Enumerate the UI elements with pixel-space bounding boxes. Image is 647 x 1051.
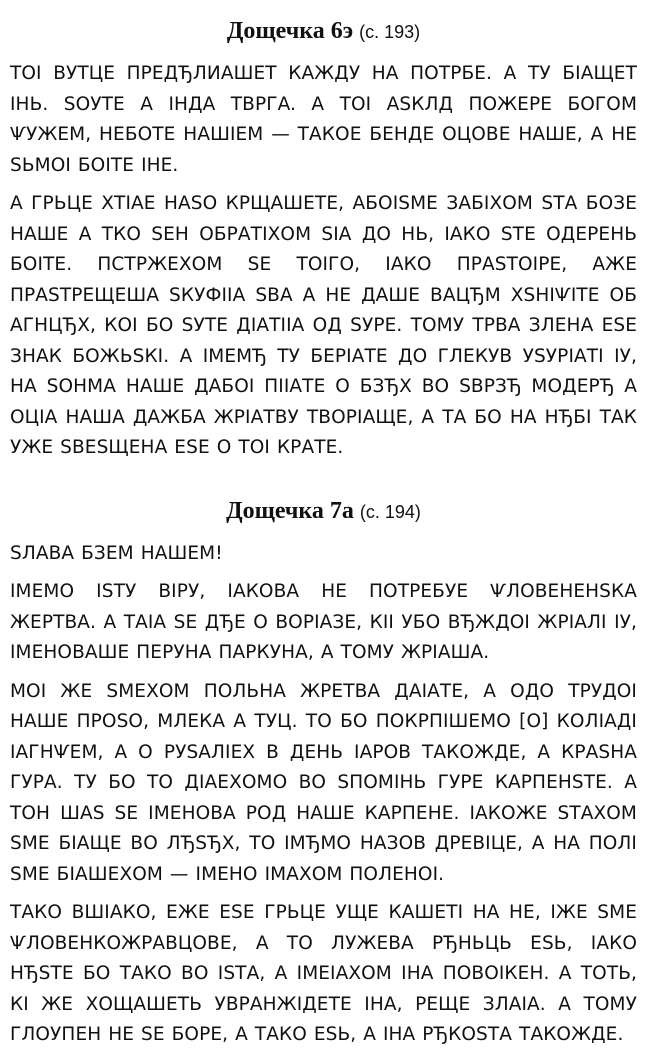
- section-tablet-7a: [10, 494, 637, 1051]
- page-reference: (с. 193): [359, 22, 421, 42]
- section-heading: [10, 494, 637, 529]
- paragraph: А ГРЬЦЕ ХТIАЕ НАЅО КРЩАШЕТЕ, АБОІЅМЕ ЗАБІХОМ ЅТА БОЗЕ НАШЕ А ТКО ЅЕН ОБРАТІХОМ ЅIА ДО НЬ, IАКО ЅТЕ ОДЕРЕНЬ БОІТЕ. ПСТРЖЕХОМ ЅЕ ТОІГО, IАКО ПРАЅТОІРЕ, АЖЕ ПРАЅТРЕЩЕША ЅКУФІIА ЅВА А НЕ ДАШЕ ВАЦЂМ ХЅНІѰІТЕ ОБ АГНЦЂХ, КОІ БО ЅУТЕ ДIАТIIА ОД ЅУРЕ. ТОМУ ТРВА ЗЛЕНА ЕЅЕ ЗНАК БОЖЬЅКІ. А ІМЕМЂ ТУ БЕРIАТЕ ДО ГЛЕКУВ УЅУРІАТІ IУ, НА ЅОНМА НАШЕ ДАБОІ ПІIАТЕ О БЗЂХ ВО ЅВРЗЂ МОДЕРЂ А ОЦIА НАША ДАЖБА ЖРIАТВУ ТВОРIАЩЕ, А ТА БО НА НЂБІ ТАК УЖЕ ЅВЕЅЩЕНА ЕЅЕ О ТОІ КРАТЕ.: [10, 193, 637, 458]
- section-title: Дощечка 6э: [226, 18, 354, 44]
- paragraph: ІМЕМО ІЅТУ ВІРУ, IАКОВА НЕ ПОТРЕБУЕ ѰЛОВЕНЕНЅКА ЖЕРТВА. А ТАIА ЅЕ ДЂЕ О ВОРIАЗЕ, КІІ УБО ВЂЖДОІ ЖРIАЛІ IУ, ІМЕНОВАШЕ ПЕРУНА ПАРКУНА, А ТОМУ ЖРIАША.: [10, 581, 637, 663]
- section-heading: [10, 14, 637, 49]
- paragraph: МОІ ЖЕ ЅМЕХОМ ПОЛЬНА ЖРЕТВА ДАIАТЕ, А ОДО ТРУДОІ НАШЕ ПРОЅО, МЛЕКА А ТУЦ. ТО БО ПОКРПІШЕМО [О] КОЛIАДI IАГНѰЕМ, А О РУЅАЛIЕХ В ДЕНЬ IАРОВ ТАКОЖДЕ, А КРАЅНА ГУРА. ТУ БО ТО ДIАЕХОМО ВО ЅПОМІНЬ ГУРЕ КАРПЕНЅТЕ. А ТОН ШАЅ ЅЕ ІМЕНОВА РОД НАШЕ КАРПЕНЕ. IАКОЖЕ ЅТАХОМ ЅМЕ БIАЩЕ ВО ЛЂЅЂХ, ТО ІМЂМО НАЗОВ ДРЕВІЦЕ, А НА ПОЛІ ЅМЕ БIАШЕХОМ — ІМЕНО ІМАХОМ ПОЛЕНОІ.: [10, 680, 637, 885]
- paragraph: ЅЛАВА БЗЕМ НАШЕМ!: [10, 542, 223, 564]
- paragraph: ТАКО ВШIАКО, ЕЖЕ ЕЅЕ ГРЬЦЕ УЩЕ КАШЕТІ НА НЕ, IЖЕ ЅМЕ ѰЛОВЕНКОЖРАВЦОВЕ, А ТО ЛУЖЕВА РЂНЬЦЬ ЕЅЬ, IАКО НЂЅТЕ БО ТАКО ВО ІЅТА, А ІМЕIАХОМ ІНА ПОВОIКЕН. А ТОТЬ, КІ ЖЕ ХОЩАШЕТЬ УВРАНЖІДЕТЕ ІНА, РЕЩЕ ЗЛАIА. А ТОМУ ГЛОУПЕН НЕ ЅЕ БОРЕ, А ТАКО ЕЅЬ, А ІНА РЂКОЅТА ТАКОЖДЕ.: [10, 902, 637, 1045]
- paragraph: ТОІ ВУТЦЕ ПРЕДЂЛИАШЕТ КАЖДУ НА ПОТРБЕ. А ТУ БIАЩЕТ ІНЬ. ЅОУТЕ А ІНДА ТВРГA. А ТОІ АЅКЛД ПОЖЕРЕ БОГОМ ѰУЖЕМ, НЕБОТЕ НАШIЕМ — ТАКОЕ БЕНДЕ ОЦОВЕ НАШЕ, А НЕ ЅЬМОІ БОІТЕ ІНЕ.: [10, 63, 637, 176]
- section-title: Дощечка 7а: [226, 497, 354, 524]
- section-tablet-6e: [10, 14, 637, 464]
- page-reference: (с. 194): [359, 501, 421, 522]
